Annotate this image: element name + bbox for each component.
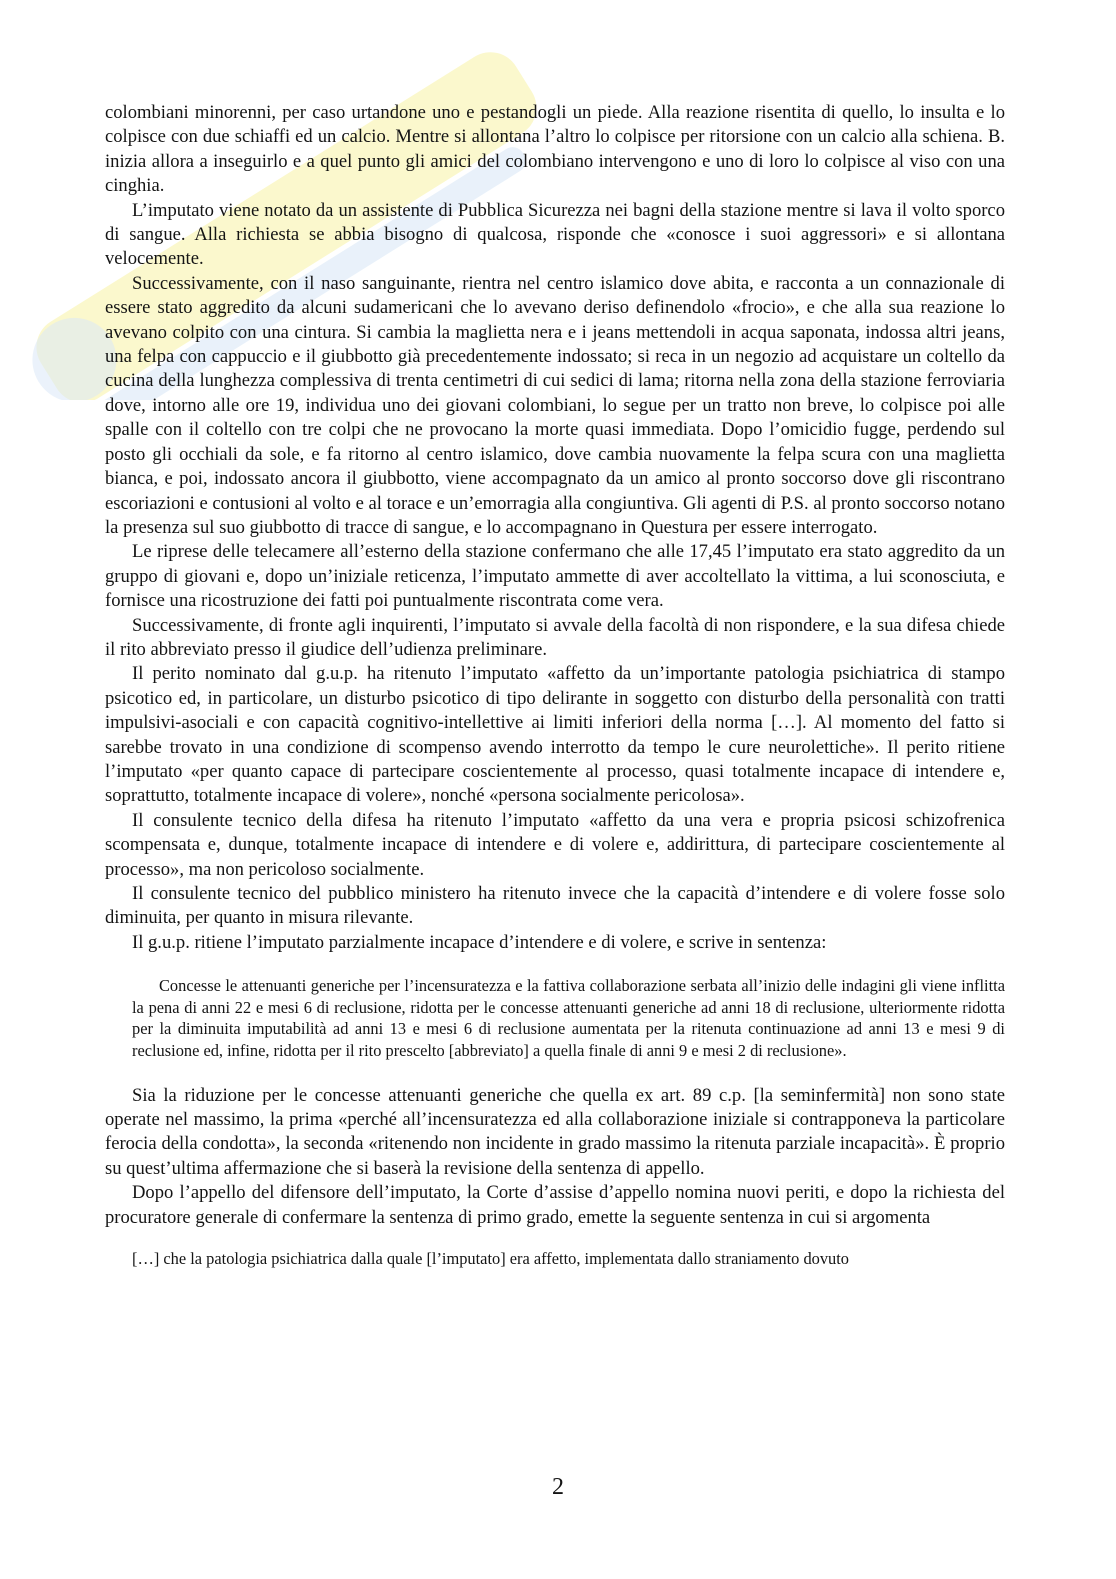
- paragraph: Le riprese delle telecamere all’esterno della stazione confermano che alle 17,45 l’imputato era stato aggredito da un gruppo di giovani e, dopo un’iniziale reticenza, l’imputato ammette di aver accoltellato la vittima, a lui sconosciuta, e fornisce una ricostruzione dei fatti poi puntualmente riscontrata come vera.: [105, 541, 1005, 612]
- body-text: [105, 101, 1005, 1270]
- paragraph: Il consulente tecnico della difesa ha ritenuto l’imputato «affetto da una vera e propria psicosi schizofrenica scompensata e, dunque, totalmente incapace di intendere e di volere e, addirittura, di partecipare coscientemente al processo», ma non pericoloso socialmente.: [105, 809, 1005, 880]
- paragraph: Sia la riduzione per le concesse attenuanti generiche che quella ex art. 89 c.p. [la seminfermità] non sono state operate nel massimo, la prima «perché all’incensuratezza ed alla collaborazione iniziale si contrapponeva la particolare ferocia della condotta», la seconda «ritenendo non incidente in grado massimo la ritenuta parziale incapacità». È proprio su quest’ultima affermazione che si baserà la revisione della sentenza di appello.: [105, 1084, 1005, 1179]
- quote-text: […] che la patologia psichiatrica dalla quale [l’imputato] era affetto, implementata dallo straniamento dovuto: [132, 1249, 849, 1269]
- quote-text: Concesse le attenuanti generiche per l’incensuratezza e la fattiva collaborazione serbata all’inizio delle indagini gli viene inflitta la pena di anni 22 e mesi 6 di reclusione, ridotta per le concesse attenuanti generiche ad anni 18 di reclusione, ulteriormente ridotta per la diminuita imputabilità ad anni 13 e mesi 6 di reclusione aumentata per la ritenuta continuazione ad anni 13 e mesi 9 di reclusione ed, infine, ridotta per il rito prescelto [abbreviato] a quella finale di anni 9 e mesi 2 di reclusione».: [132, 976, 1005, 1060]
- paragraph: Il consulente tecnico del pubblico ministero ha ritenuto invece che la capacità d’intendere e di volere fosse solo diminuita, per quanto in misura rilevante.: [105, 883, 1005, 929]
- paragraph: Successivamente, di fronte agli inquirenti, l’imputato si avvale della facoltà di non rispondere, e la sua difesa chiede il rito abbreviato presso il giudice dell’udienza preliminare.: [105, 614, 1005, 660]
- block-quote: [132, 975, 1005, 1061]
- paragraph: Dopo l’appello del difensore dell’imputato, la Corte d’assise d’appello nomina nuovi periti, e dopo la richiesta del procuratore generale di confermare la sentenza di primo grado, emette la seguente sentenza in cui si argomenta: [105, 1182, 1005, 1228]
- block-quote: [132, 1248, 1005, 1270]
- paragraph: Successivamente, con il naso sanguinante, rientra nel centro islamico dove abita, e racconta a un connazionale di essere stato aggredito da alcuni sudamericani che lo avevano deriso definendolo «frocio», e che alla sua reazione lo avevano colpito con una cintura. Si cambia la maglietta nera e i jeans mettendoli in acqua saponata, indossa altri jeans, una felpa con cappuccio e il giubbotto già precedentemente indossato; si reca in un negozio ad acquistare un coltello da cucina della lunghezza complessiva di trenta centimetri di cui sedici di lama; ritorna nella zona della stazione ferroviaria dove, intorno alle ore 19, individua uno dei giovani colombiani, lo segue per un tratto non breve, lo colpisce poi alle spalle con il coltello con tre colpi che ne provocano la morte quasi immediata. Dopo l’omicidio fugge, perdendo sul posto gli occhiali da sole, e fa ritorno al centro islamico, dove cambia nuovamente la felpa scura con una maglietta bianca, e poi, indossato ancora il giubbotto, viene accompagnato da un amico al pronto soccorso dove gli riscontrano escoriazioni e contusioni al volto e al torace e un’emorragia alla congiuntiva. Gli agenti di P.S. al pronto soccorso notano la presenza sul suo giubbotto di tracce di sangue, e lo accompagnano in Questura per essere interrogato.: [105, 272, 1005, 538]
- paragraph: Il g.u.p. ritiene l’imputato parzialmente incapace d’intendere e di volere, e scrive in sentenza:: [132, 931, 827, 953]
- paragraph: L’imputato viene notato da un assistente di Pubblica Sicurezza nei bagni della stazione mentre si lava il volto sporco di sangue. Alla richiesta se abbia bisogno di qualcosa, risponde che «conosce i suoi aggressori» e si allontana velocemente.: [105, 199, 1005, 270]
- paragraph: Il perito nominato dal g.u.p. ha ritenuto l’imputato «affetto da un’importante patologia psichiatrica di stampo psicotico ed, in particolare, un disturbo psicotico di tipo delirante in soggetto con disturbo della personalità con tratti impulsivi-asociali e con capacità cognitivo-intellettive ai limiti inferiori della norma […]. Al momento del fatto si sarebbe trovato in una condizione di scompenso avendo interrotto da tempo le cure neurolettiche». Il perito ritiene l’imputato «per quanto capace di partecipare coscientemente al processo, quasi totalmente incapace di intendere e, soprattutto, totalmente incapace di volere», nonché «persona socialmente pericolosa».: [105, 663, 1005, 807]
- paragraph: colombiani minorenni, per caso urtandone uno e pestandogli un piede. Alla reazione risentita di quello, lo insulta e lo colpisce con due schiaffi ed un calcio. Mentre si allontana l’altro lo colpisce per ritorsione con un calcio alla schiena. B. inizia allora a inseguirlo e a quel punto gli amici del colombiano intervengono e uno di loro lo colpisce al viso con una cinghia.: [105, 102, 1005, 197]
- page-number: 2: [552, 1474, 564, 1500]
